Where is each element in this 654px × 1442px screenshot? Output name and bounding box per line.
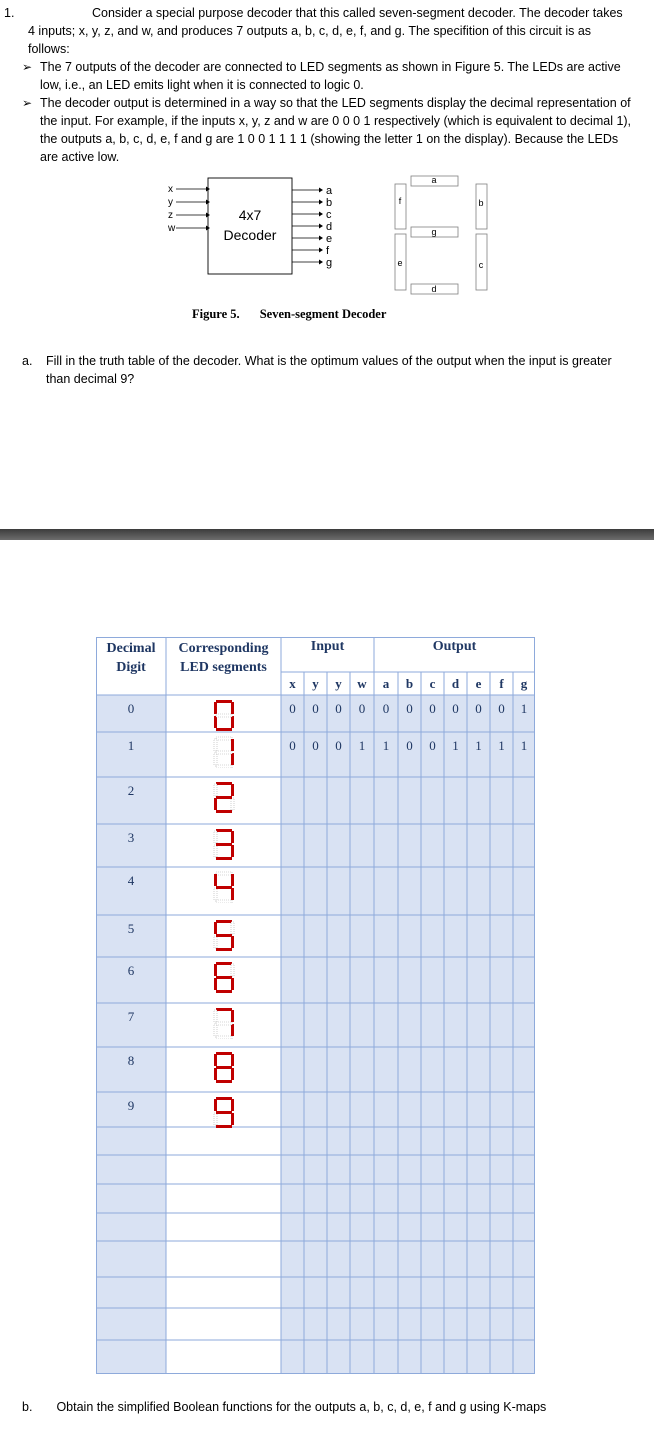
decoder-block bbox=[208, 178, 292, 274]
input-label: z bbox=[168, 210, 173, 221]
bit-header: d bbox=[451, 676, 460, 691]
arrow-bullet-icon: ➢ bbox=[22, 60, 33, 74]
output-label: f bbox=[326, 245, 330, 257]
bit-cell: 0 bbox=[289, 701, 296, 716]
segment-label: d bbox=[431, 284, 437, 294]
digit-cell: 9 bbox=[127, 1098, 135, 1113]
digit-cell: 4 bbox=[127, 873, 135, 888]
decoder-label-1: 4x7 bbox=[238, 207, 262, 223]
bit-cell: 0 bbox=[429, 701, 436, 716]
segment-label: b bbox=[478, 198, 484, 208]
bit-cell: 0 bbox=[406, 738, 413, 753]
bit-header: x bbox=[289, 676, 296, 691]
figure-5 bbox=[160, 170, 500, 300]
segment-label: g bbox=[431, 227, 437, 237]
digit-cell: 8 bbox=[127, 1053, 135, 1068]
bit-cell: 0 bbox=[312, 701, 319, 716]
bullet-item bbox=[22, 58, 634, 94]
digit-cell: 3 bbox=[127, 830, 135, 845]
question-number: 1. bbox=[4, 6, 15, 20]
output-label: c bbox=[326, 209, 332, 221]
input-label: x bbox=[168, 184, 173, 195]
header-led-line: LED segments bbox=[180, 660, 267, 675]
header-input: Input bbox=[310, 639, 345, 654]
input-label: y bbox=[168, 197, 173, 208]
segment-label: c bbox=[478, 260, 484, 270]
bit-header: e bbox=[475, 676, 482, 691]
part-b bbox=[22, 1398, 546, 1416]
bit-header: w bbox=[357, 676, 367, 691]
led-digit-glyph bbox=[212, 961, 236, 993]
header-decimal-line: Digit bbox=[116, 660, 146, 675]
bit-cell: 0 bbox=[475, 701, 482, 716]
led-digit-glyph bbox=[212, 699, 236, 731]
seven-segment-diagram bbox=[395, 176, 487, 294]
output-label: e bbox=[326, 233, 333, 245]
header-decimal bbox=[96, 637, 166, 695]
header-led-segments bbox=[166, 637, 281, 695]
bit-cell: 1 bbox=[358, 738, 366, 753]
bullet-text: The decoder output is determined in a way so that the LED segments display the decimal representation of the input. For example, if the inputs x, y, z and w are 0 0 0 1 respectively (which is equivalent to decimal 1), the outputs a, b, c, d, e, f and g are 1 0 0 1 1 1 1 (showing the letter 1 on the display). Because the LEDs are active low. bbox=[40, 96, 632, 164]
bit-cell: 0 bbox=[498, 701, 505, 716]
led-digit-glyph bbox=[212, 1096, 236, 1128]
bit-header: y bbox=[312, 676, 319, 691]
output-label: b bbox=[326, 197, 333, 209]
bit-header: g bbox=[520, 676, 528, 691]
question-intro: Consider a special purpose decoder that this called seven-segment decoder. The decoder takes 4 inputs; x, y, z, and w, and produces 7 outputs a, b, c, d, e, f, and g. The specifition of this circuit is as follows: bbox=[28, 6, 623, 56]
bit-header: f bbox=[499, 676, 504, 691]
bit-cell: 0 bbox=[335, 738, 342, 753]
bit-cell: 1 bbox=[498, 738, 505, 753]
led-digit-glyph bbox=[212, 1007, 236, 1039]
digit-cell: 6 bbox=[127, 963, 135, 978]
bit-cell: 0 bbox=[382, 701, 390, 716]
output-label: a bbox=[326, 185, 333, 197]
bit-cell: 0 bbox=[289, 738, 296, 753]
decoder-label-2: Decoder bbox=[223, 227, 277, 243]
digit-cell: 1 bbox=[127, 738, 135, 753]
bit-header: b bbox=[405, 676, 414, 691]
page-divider bbox=[0, 529, 654, 540]
part-a-text: Fill in the truth table of the decoder. What is the optimum values of the output when the input is greater than decimal 9? bbox=[46, 354, 612, 386]
bit-cell: 0 bbox=[429, 738, 436, 753]
bit-cell: 1 bbox=[520, 738, 528, 753]
digit-cell: 5 bbox=[127, 921, 135, 936]
bit-cell: 1 bbox=[382, 738, 390, 753]
arrow-bullet-icon: ➢ bbox=[22, 96, 33, 110]
truth-table bbox=[96, 637, 535, 1374]
bit-header: a bbox=[382, 676, 390, 691]
bullet-item bbox=[22, 94, 634, 166]
bit-cell: 0 bbox=[312, 738, 319, 753]
figure-caption-number: Figure 5. bbox=[192, 307, 240, 321]
output-label: g bbox=[326, 257, 333, 269]
output-label: d bbox=[326, 221, 333, 233]
led-digit-glyph bbox=[212, 871, 236, 903]
bit-cell: 1 bbox=[520, 701, 528, 716]
bit-cell: 1 bbox=[452, 738, 459, 753]
bit-cell: 0 bbox=[358, 701, 366, 716]
header-output: Output bbox=[432, 639, 477, 654]
digit-cell: 2 bbox=[127, 783, 135, 798]
digit-cell: 0 bbox=[127, 701, 135, 716]
led-digit-glyph bbox=[212, 828, 236, 860]
bullet-text: The 7 outputs of the decoder are connected to LED segments as shown in Figure 5. The LEDs are active low, i.e., an LED emits light when it is connected to logic 0. bbox=[40, 60, 621, 92]
segment-label: a bbox=[431, 175, 437, 185]
led-digit-glyph bbox=[212, 736, 236, 768]
decoder-inputs bbox=[167, 184, 210, 234]
figure-caption-text: Seven-segment Decoder bbox=[259, 307, 387, 321]
part-a-label: a. bbox=[22, 354, 33, 368]
header-decimal-line: Decimal bbox=[106, 641, 156, 656]
led-digit-glyph bbox=[212, 919, 236, 951]
header-led-line: Corresponding bbox=[178, 641, 269, 656]
input-label: w bbox=[168, 223, 176, 234]
segment-label: e bbox=[397, 258, 403, 268]
bit-cell: 1 bbox=[475, 738, 482, 753]
led-digit-glyph bbox=[212, 781, 236, 813]
segment-label: f bbox=[398, 196, 402, 206]
bit-cell: 0 bbox=[335, 701, 342, 716]
bit-header: c bbox=[429, 676, 436, 691]
digit-cell: 7 bbox=[127, 1009, 135, 1024]
led-digit-glyph bbox=[212, 1051, 236, 1083]
figure-caption bbox=[192, 307, 406, 322]
bit-cell: 0 bbox=[406, 701, 413, 716]
part-b-label: b. bbox=[22, 1400, 33, 1414]
bit-header: y bbox=[335, 676, 342, 691]
bit-cell: 0 bbox=[452, 701, 459, 716]
part-b-text: Obtain the simplified Boolean functions for the outputs a, b, c, d, e, f and g using K-maps bbox=[56, 1400, 547, 1414]
